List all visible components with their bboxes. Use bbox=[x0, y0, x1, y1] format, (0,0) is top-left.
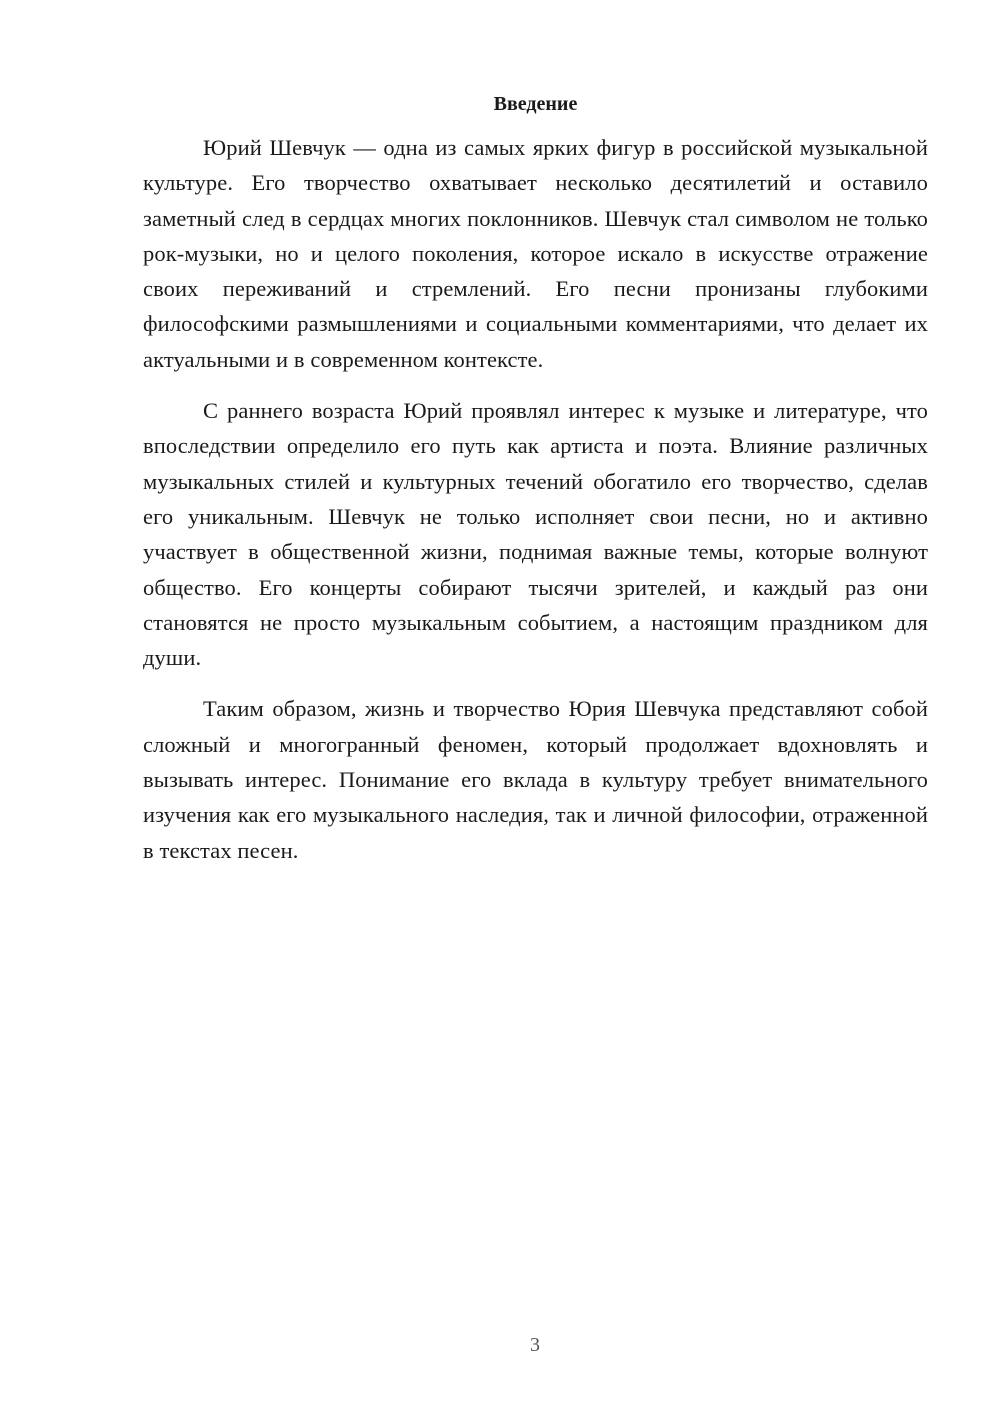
paragraph-1: Юрий Шевчук — одна из самых ярких фигур в российской музыкальной культуре. Его творчество охватывает несколько десятилетий и оставило заметный след в сердцах многих поклонников. Шевчук стал символом не только рок-музыки, но и целого поколения, которое искало в искусстве отражение своих переживаний и стремлений. Его песни пронизаны глубокими философскими размышлениями и социальными комментариями, что делает их актуальными и в современном контексте. bbox=[143, 135, 928, 372]
paragraph-3: Таким образом, жизнь и творчество Юрия Шевчука представляют собой сложный и многогранный феномен, который продолжает вдохновлять и вызывать интерес. Понимание его вклада в культуру требует внимательного изучения как его музыкального наследия, так и личной философии, отраженной в текстах песен. bbox=[143, 696, 928, 863]
paragraph-2: С раннего возраста Юрий проявлял интерес к музыке и литературе, что впоследствии определило его путь как артиста и поэта. Влияние различных музыкальных стилей и культурных течений обогатило его творчество, сделав его уникальным. Шевчук не только исполняет свои песни, но и активно участвует в общественной жизни, поднимая важные темы, которые волнуют общество. Его концерты собирают тысячи зрителей, и каждый раз они становятся не просто музыкальным событием, а настоящим праздником для души. bbox=[143, 398, 928, 671]
section-title: Введение bbox=[493, 93, 578, 115]
page-content bbox=[143, 92, 928, 884]
page-number: 3 bbox=[530, 1334, 540, 1356]
